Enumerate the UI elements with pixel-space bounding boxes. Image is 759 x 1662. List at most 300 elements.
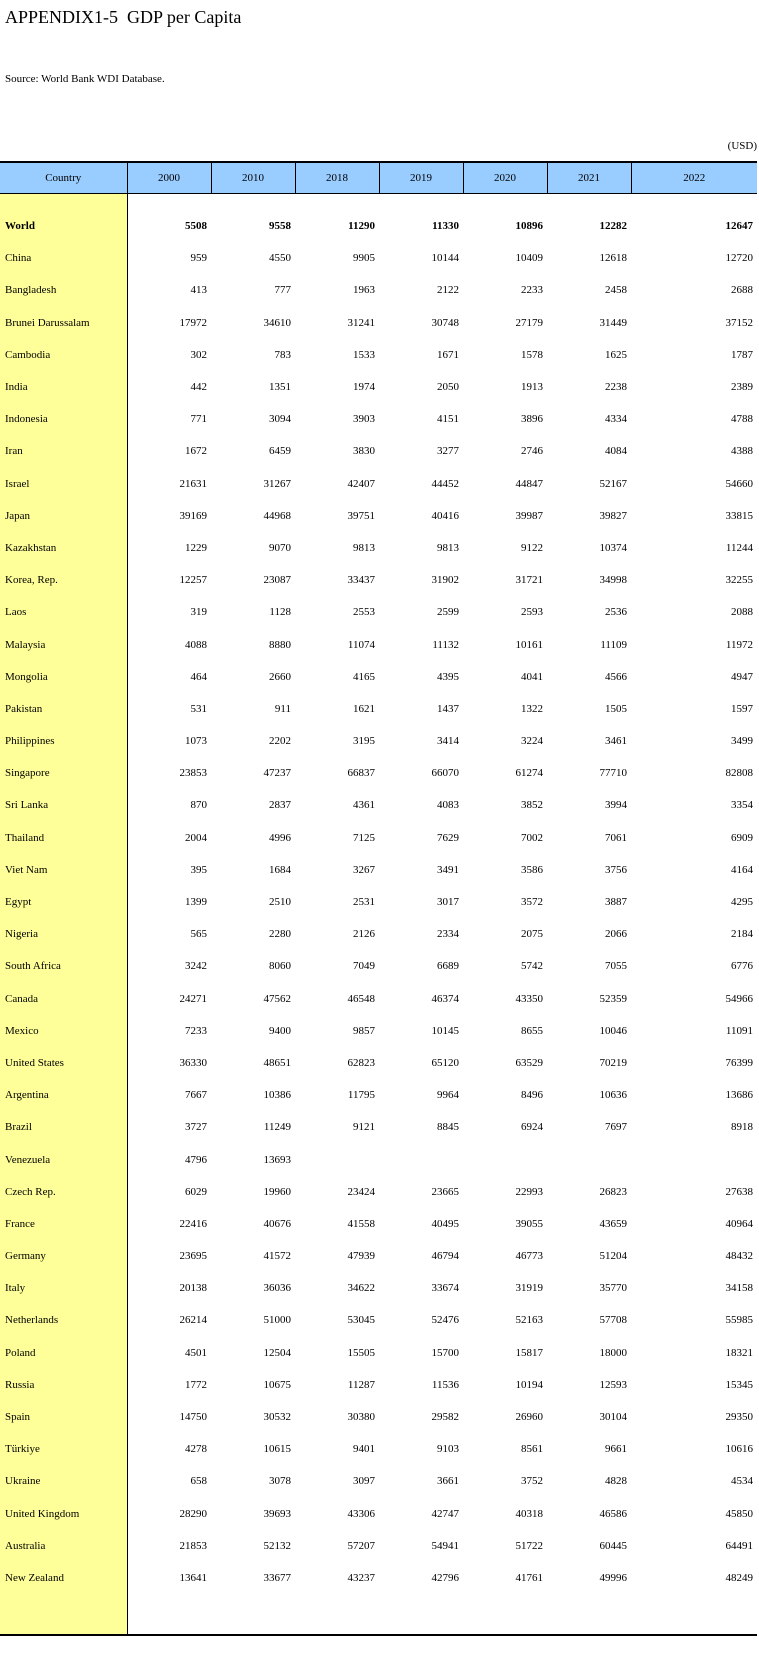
country-cell: Russia <box>0 1369 127 1401</box>
value-cell: 8561 <box>521 1443 543 1456</box>
country-cell: Türkiye <box>0 1433 127 1465</box>
value-cell: 1437 <box>437 702 459 715</box>
value-cell: 7697 <box>605 1121 627 1134</box>
value-cell: 8845 <box>437 1121 459 1134</box>
value-cell: 30532 <box>263 1411 291 1424</box>
value-cell: 4395 <box>437 670 459 683</box>
value-cell: 4361 <box>353 799 375 812</box>
value-cell: 4083 <box>437 799 459 812</box>
value-cell: 66070 <box>431 767 459 780</box>
country-cell: Philippines <box>0 725 127 757</box>
value-cell: 1671 <box>437 348 459 361</box>
country-cell: Bangladesh <box>0 274 127 306</box>
value-cell: 13641 <box>179 1571 207 1584</box>
country-cell: Israel <box>0 468 127 500</box>
value-cell: 61274 <box>515 767 543 780</box>
value-cell: 9122 <box>521 541 543 554</box>
value-cell: 10046 <box>599 1024 627 1037</box>
country-cell: India <box>0 371 127 403</box>
value-cell <box>295 1143 379 1175</box>
value-cell: 41572 <box>263 1250 291 1263</box>
table-row <box>0 1465 757 1497</box>
value-cell: 22993 <box>515 1185 543 1198</box>
table-row <box>0 886 757 918</box>
country-cell: Laos <box>0 596 127 628</box>
value-cell: 1351 <box>269 381 291 394</box>
value-cell: 3499 <box>731 735 753 748</box>
col-header-2018: 2018 <box>295 162 379 194</box>
value-cell: 21853 <box>179 1539 207 1552</box>
value-cell: 9813 <box>353 541 375 554</box>
country-cell: Czech Rep. <box>0 1176 127 1208</box>
value-cell: 14750 <box>179 1411 207 1424</box>
value-cell: 34998 <box>599 574 627 587</box>
value-cell: 48432 <box>725 1250 753 1263</box>
country-cell: Japan <box>0 500 127 532</box>
value-cell <box>631 194 757 211</box>
value-cell: 45850 <box>725 1507 753 1520</box>
value-cell: 4550 <box>269 252 291 265</box>
table-body <box>0 194 757 1636</box>
value-cell: 47939 <box>347 1250 375 1263</box>
value-cell: 7233 <box>185 1024 207 1037</box>
value-cell: 19960 <box>263 1185 291 1198</box>
value-cell: 9400 <box>269 1024 291 1037</box>
value-cell: 4566 <box>605 670 627 683</box>
value-cell: 4334 <box>605 413 627 426</box>
value-cell: 7002 <box>521 831 543 844</box>
value-cell: 31721 <box>515 574 543 587</box>
value-cell: 1229 <box>185 541 207 554</box>
country-cell: United Kingdom <box>0 1498 127 1530</box>
table-row <box>0 564 757 596</box>
value-cell: 26214 <box>179 1314 207 1327</box>
value-cell: 62823 <box>347 1056 375 1069</box>
value-cell: 6924 <box>521 1121 543 1134</box>
value-cell: 3727 <box>185 1121 207 1134</box>
table-row <box>0 1498 757 1530</box>
value-cell: 11287 <box>347 1378 375 1391</box>
value-cell: 2536 <box>605 606 627 619</box>
col-header-2000: 2000 <box>127 162 211 194</box>
value-cell: 70219 <box>599 1056 627 1069</box>
country-cell: Cambodia <box>0 339 127 371</box>
value-cell: 1073 <box>185 735 207 748</box>
value-cell: 8655 <box>521 1024 543 1037</box>
value-cell: 35770 <box>599 1282 627 1295</box>
value-cell: 8496 <box>521 1089 543 1102</box>
value-cell: 2458 <box>605 284 627 297</box>
value-cell: 3195 <box>353 735 375 748</box>
value-cell: 1505 <box>605 702 627 715</box>
value-cell: 46773 <box>515 1250 543 1263</box>
value-cell: 11290 <box>348 220 375 233</box>
value-cell: 4501 <box>185 1346 207 1359</box>
value-cell: 777 <box>274 284 291 297</box>
value-cell: 2510 <box>269 896 291 909</box>
value-cell: 10386 <box>263 1089 291 1102</box>
table-row <box>0 854 757 886</box>
value-cell: 1672 <box>185 445 207 458</box>
value-cell: 771 <box>190 413 207 426</box>
value-cell: 531 <box>190 702 207 715</box>
value-cell: 9857 <box>353 1024 375 1037</box>
value-cell: 4164 <box>731 863 753 876</box>
value-cell: 42796 <box>431 1571 459 1584</box>
value-cell: 2233 <box>521 284 543 297</box>
value-cell <box>547 194 631 211</box>
value-cell: 15345 <box>725 1378 753 1391</box>
col-header-2022: 2022 <box>631 162 757 194</box>
value-cell: 2066 <box>605 928 627 941</box>
value-cell: 11109 <box>600 638 627 651</box>
value-cell: 15700 <box>431 1346 459 1359</box>
value-cell: 4088 <box>185 638 207 651</box>
value-cell: 10409 <box>515 252 543 265</box>
value-cell: 13686 <box>725 1089 753 1102</box>
value-cell: 42747 <box>431 1507 459 1520</box>
value-cell: 31267 <box>263 477 291 490</box>
value-cell: 10374 <box>599 541 627 554</box>
table-row <box>0 1562 757 1594</box>
value-cell: 40318 <box>515 1507 543 1520</box>
value-cell: 63529 <box>515 1056 543 1069</box>
value-cell: 2334 <box>437 928 459 941</box>
value-cell: 60445 <box>599 1539 627 1552</box>
col-header-2010: 2010 <box>211 162 295 194</box>
table-row <box>0 468 757 500</box>
value-cell: 870 <box>190 799 207 812</box>
country-cell: Viet Nam <box>0 854 127 886</box>
value-cell: 11795 <box>347 1089 375 1102</box>
value-cell: 1684 <box>269 863 291 876</box>
table-row <box>0 1337 757 1369</box>
country-cell: Brazil <box>0 1111 127 1143</box>
value-cell: 31241 <box>347 316 375 329</box>
value-cell: 4295 <box>731 896 753 909</box>
value-cell: 8060 <box>269 960 291 973</box>
value-cell: 36330 <box>179 1056 207 1069</box>
value-cell: 41558 <box>347 1217 375 1230</box>
value-cell: 4947 <box>731 670 753 683</box>
value-cell: 30104 <box>599 1411 627 1424</box>
value-cell <box>211 194 295 211</box>
country-cell: Mongolia <box>0 661 127 693</box>
value-cell <box>379 1594 463 1635</box>
value-cell: 23087 <box>263 574 291 587</box>
value-cell <box>127 1594 211 1635</box>
value-cell: 1578 <box>521 348 543 361</box>
value-cell <box>211 1594 295 1635</box>
value-cell: 29350 <box>725 1411 753 1424</box>
value-cell: 44968 <box>263 509 291 522</box>
value-cell: 39055 <box>515 1217 543 1230</box>
value-cell: 51000 <box>263 1314 291 1327</box>
value-cell: 464 <box>190 670 207 683</box>
value-cell: 34610 <box>263 316 291 329</box>
value-cell: 1772 <box>185 1378 207 1391</box>
value-cell: 43659 <box>599 1217 627 1230</box>
value-cell: 1597 <box>731 702 753 715</box>
value-cell: 2599 <box>437 606 459 619</box>
value-cell: 395 <box>190 863 207 876</box>
value-cell: 52476 <box>431 1314 459 1327</box>
value-cell: 55985 <box>725 1314 753 1327</box>
country-cell: Argentina <box>0 1079 127 1111</box>
value-cell: 3830 <box>353 445 375 458</box>
value-cell: 2122 <box>437 284 459 297</box>
value-cell: 1625 <box>605 348 627 361</box>
value-cell: 1322 <box>521 702 543 715</box>
table-row <box>0 1272 757 1304</box>
value-cell <box>463 1143 547 1175</box>
country-cell: Poland <box>0 1337 127 1369</box>
value-cell <box>631 1594 757 1635</box>
value-cell: 26823 <box>599 1185 627 1198</box>
col-header-2021: 2021 <box>547 162 631 194</box>
value-cell: 4278 <box>185 1443 207 1456</box>
value-cell: 39693 <box>263 1507 291 1520</box>
value-cell: 13693 <box>263 1153 291 1166</box>
value-cell: 53045 <box>347 1314 375 1327</box>
table-row <box>0 1079 757 1111</box>
value-cell: 2280 <box>269 928 291 941</box>
table-row <box>0 822 757 854</box>
value-cell: 33437 <box>347 574 375 587</box>
table-row <box>0 1304 757 1336</box>
value-cell: 40495 <box>431 1217 459 1230</box>
value-cell: 4041 <box>521 670 543 683</box>
value-cell: 39751 <box>347 509 375 522</box>
country-cell: Mexico <box>0 1015 127 1047</box>
table-row <box>0 1369 757 1401</box>
value-cell: 43306 <box>347 1507 375 1520</box>
value-cell: 3661 <box>437 1475 459 1488</box>
value-cell: 7629 <box>437 831 459 844</box>
value-cell: 6459 <box>269 445 291 458</box>
value-cell: 3572 <box>521 896 543 909</box>
value-cell: 54941 <box>431 1539 459 1552</box>
value-cell: 2202 <box>269 735 291 748</box>
table-row <box>0 1111 757 1143</box>
value-cell: 3354 <box>731 799 753 812</box>
value-cell: 28290 <box>179 1507 207 1520</box>
country-cell: Indonesia <box>0 403 127 435</box>
col-header-country: Country <box>0 162 127 194</box>
value-cell: 42407 <box>347 477 375 490</box>
value-cell: 15817 <box>515 1346 543 1359</box>
country-cell: Sri Lanka <box>0 789 127 821</box>
table-row <box>0 1530 757 1562</box>
value-cell: 7667 <box>185 1089 207 1102</box>
value-cell: 2837 <box>269 799 291 812</box>
value-cell: 3224 <box>521 735 543 748</box>
value-cell: 36036 <box>263 1282 291 1295</box>
value-cell: 413 <box>190 284 207 297</box>
value-cell: 1533 <box>353 348 375 361</box>
value-cell: 4796 <box>185 1153 207 1166</box>
value-cell: 27179 <box>515 316 543 329</box>
value-cell: 3242 <box>185 960 207 973</box>
value-cell: 46374 <box>431 992 459 1005</box>
spacer-row <box>0 194 757 211</box>
value-cell: 959 <box>190 252 207 265</box>
country-cell: Kazakhstan <box>0 532 127 564</box>
value-cell: 10896 <box>515 220 543 233</box>
value-cell: 76399 <box>725 1056 753 1069</box>
value-cell: 51722 <box>515 1539 543 1552</box>
country-cell: Pakistan <box>0 693 127 725</box>
value-cell: 7061 <box>605 831 627 844</box>
value-cell <box>379 194 463 211</box>
value-cell: 34622 <box>347 1282 375 1295</box>
value-cell: 43350 <box>515 992 543 1005</box>
value-cell: 18321 <box>725 1346 753 1359</box>
table-row <box>0 661 757 693</box>
table-row <box>0 1047 757 1079</box>
country-cell: Spain <box>0 1401 127 1433</box>
header-row <box>0 162 757 194</box>
value-cell: 2075 <box>521 928 543 941</box>
value-cell: 565 <box>190 928 207 941</box>
value-cell: 49996 <box>599 1571 627 1584</box>
value-cell: 40416 <box>431 509 459 522</box>
value-cell <box>463 1594 547 1635</box>
value-cell: 57708 <box>599 1314 627 1327</box>
value-cell: 3756 <box>605 863 627 876</box>
value-cell: 11091 <box>725 1024 753 1037</box>
value-cell: 52132 <box>263 1539 291 1552</box>
value-cell: 20138 <box>179 1282 207 1295</box>
col-header-2020: 2020 <box>463 162 547 194</box>
value-cell: 33815 <box>725 509 753 522</box>
value-cell: 48249 <box>725 1571 753 1584</box>
value-cell: 43237 <box>347 1571 375 1584</box>
value-cell: 9401 <box>353 1443 375 1456</box>
value-cell: 3896 <box>521 413 543 426</box>
value-cell: 11972 <box>725 638 753 651</box>
value-cell: 29582 <box>431 1411 459 1424</box>
value-cell: 783 <box>274 348 291 361</box>
value-cell: 5742 <box>521 960 543 973</box>
country-cell: Germany <box>0 1240 127 1272</box>
value-cell: 2531 <box>353 896 375 909</box>
spacer-row <box>0 1594 757 1635</box>
value-cell: 31902 <box>431 574 459 587</box>
table-row <box>0 1015 757 1047</box>
value-cell: 21631 <box>179 477 207 490</box>
value-cell: 39987 <box>515 509 543 522</box>
country-cell: Egypt <box>0 886 127 918</box>
value-cell: 46794 <box>431 1250 459 1263</box>
table-row <box>0 339 757 371</box>
table-row <box>0 1143 757 1175</box>
value-cell: 10194 <box>515 1378 543 1391</box>
value-cell: 57207 <box>347 1539 375 1552</box>
value-cell: 77710 <box>599 767 627 780</box>
value-cell: 2126 <box>353 928 375 941</box>
value-cell <box>547 1594 631 1635</box>
value-cell: 2660 <box>269 670 291 683</box>
value-cell: 12647 <box>725 220 753 233</box>
value-cell: 2389 <box>731 381 753 394</box>
value-cell: 11330 <box>432 220 459 233</box>
value-cell: 31449 <box>599 316 627 329</box>
value-cell: 52167 <box>599 477 627 490</box>
value-cell: 3277 <box>437 445 459 458</box>
country-cell: Ukraine <box>0 1465 127 1497</box>
value-cell: 4084 <box>605 445 627 458</box>
value-cell: 3852 <box>521 799 543 812</box>
table-row <box>0 1208 757 1240</box>
value-cell: 4828 <box>605 1475 627 1488</box>
value-cell: 11536 <box>431 1378 459 1391</box>
value-cell: 442 <box>190 381 207 394</box>
value-cell: 23695 <box>179 1250 207 1263</box>
value-cell: 22416 <box>179 1217 207 1230</box>
value-cell: 3094 <box>269 413 291 426</box>
value-cell: 2184 <box>731 928 753 941</box>
value-cell: 3752 <box>521 1475 543 1488</box>
country-cell: Malaysia <box>0 628 127 660</box>
value-cell: 27638 <box>725 1185 753 1198</box>
value-cell: 2553 <box>353 606 375 619</box>
value-cell: 911 <box>274 702 291 715</box>
value-cell: 44847 <box>515 477 543 490</box>
value-cell: 10616 <box>725 1443 753 1456</box>
value-cell: 23424 <box>347 1185 375 1198</box>
value-cell: 41761 <box>515 1571 543 1584</box>
value-cell: 44452 <box>431 477 459 490</box>
value-cell: 39827 <box>599 509 627 522</box>
country-cell: Iran <box>0 435 127 467</box>
value-cell: 3017 <box>437 896 459 909</box>
value-cell: 2688 <box>731 284 753 297</box>
value-cell: 12282 <box>599 220 627 233</box>
value-cell: 2088 <box>731 606 753 619</box>
value-cell: 52359 <box>599 992 627 1005</box>
value-cell: 32255 <box>725 574 753 587</box>
table-row <box>0 500 757 532</box>
value-cell: 2593 <box>521 606 543 619</box>
value-cell: 23853 <box>179 767 207 780</box>
value-cell: 3097 <box>353 1475 375 1488</box>
value-cell: 6029 <box>185 1185 207 1198</box>
table-row <box>0 1401 757 1433</box>
value-cell: 2238 <box>605 381 627 394</box>
table-row <box>0 789 757 821</box>
col-header-2019: 2019 <box>379 162 463 194</box>
value-cell: 4788 <box>731 413 753 426</box>
value-cell: 9661 <box>605 1443 627 1456</box>
value-cell: 9103 <box>437 1443 459 1456</box>
value-cell <box>295 194 379 211</box>
table-row <box>0 757 757 789</box>
value-cell: 9964 <box>437 1089 459 1102</box>
value-cell: 40964 <box>725 1217 753 1230</box>
country-cell: Korea, Rep. <box>0 564 127 596</box>
value-cell <box>379 1143 463 1175</box>
value-cell: 7055 <box>605 960 627 973</box>
value-cell: 3461 <box>605 735 627 748</box>
value-cell: 7125 <box>353 831 375 844</box>
value-cell: 40676 <box>263 1217 291 1230</box>
value-cell: 33677 <box>263 1571 291 1584</box>
value-cell: 1787 <box>731 348 753 361</box>
table-row <box>0 1240 757 1272</box>
country-cell: Canada <box>0 983 127 1015</box>
table-row <box>0 596 757 628</box>
